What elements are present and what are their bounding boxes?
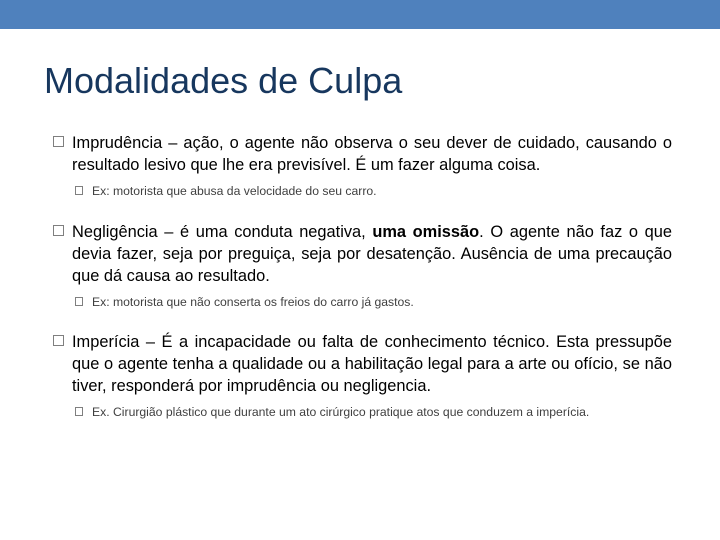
- square-bullet-icon: [53, 335, 64, 346]
- slide-title: Modalidades de Culpa: [44, 60, 403, 101]
- sub-bullet-text: Ex. Cirurgião plástico que durante um ato cirúrgico pratique atos que conduzem a imperícia.: [92, 405, 590, 419]
- bullet-text-part: Negligência – é uma conduta negativa,: [72, 223, 373, 241]
- sub-bullet-text: Ex: motorista que não conserta os freios do carro já gastos.: [92, 295, 414, 309]
- bullet-text-part: . O agente não faz o que devia fazer, seja por preguiça, seja por desatenção. Ausência de uma precaução que dá causa ao resultado.: [72, 223, 672, 285]
- square-bullet-icon: [75, 186, 83, 195]
- bullet-item-negligencia: [52, 221, 672, 287]
- square-bullet-icon: [53, 136, 64, 147]
- slide-content: [52, 132, 672, 420]
- sub-bullet-item: [52, 404, 672, 420]
- top-accent-bar: [0, 0, 720, 29]
- square-bullet-icon: [53, 225, 64, 236]
- bullet-text: Imperícia – É a incapacidade ou falta de conhecimento técnico. Esta pressupõe que o agente tenha a qualidade ou a habilitação legal para a arte ou ofício, se não tiver, responderá por imprudência ou negligencia.: [72, 333, 672, 395]
- bullet-text: Imprudência – ação, o agente não observa o seu dever de cuidado, causando o resultado lesivo que lhe era previsível. É um fazer alguma coisa.: [72, 134, 672, 174]
- square-bullet-icon: [75, 297, 83, 306]
- sub-bullet-text: Ex: motorista que abusa da velocidade do seu carro.: [92, 184, 377, 198]
- sub-bullet-item: [52, 294, 672, 310]
- bullet-text-bold: uma omissão: [372, 223, 480, 241]
- square-bullet-icon: [75, 407, 83, 416]
- sub-bullet-item: [52, 183, 672, 199]
- bullet-item-impericia: [52, 331, 672, 397]
- bullet-item-imprudencia: [52, 132, 672, 176]
